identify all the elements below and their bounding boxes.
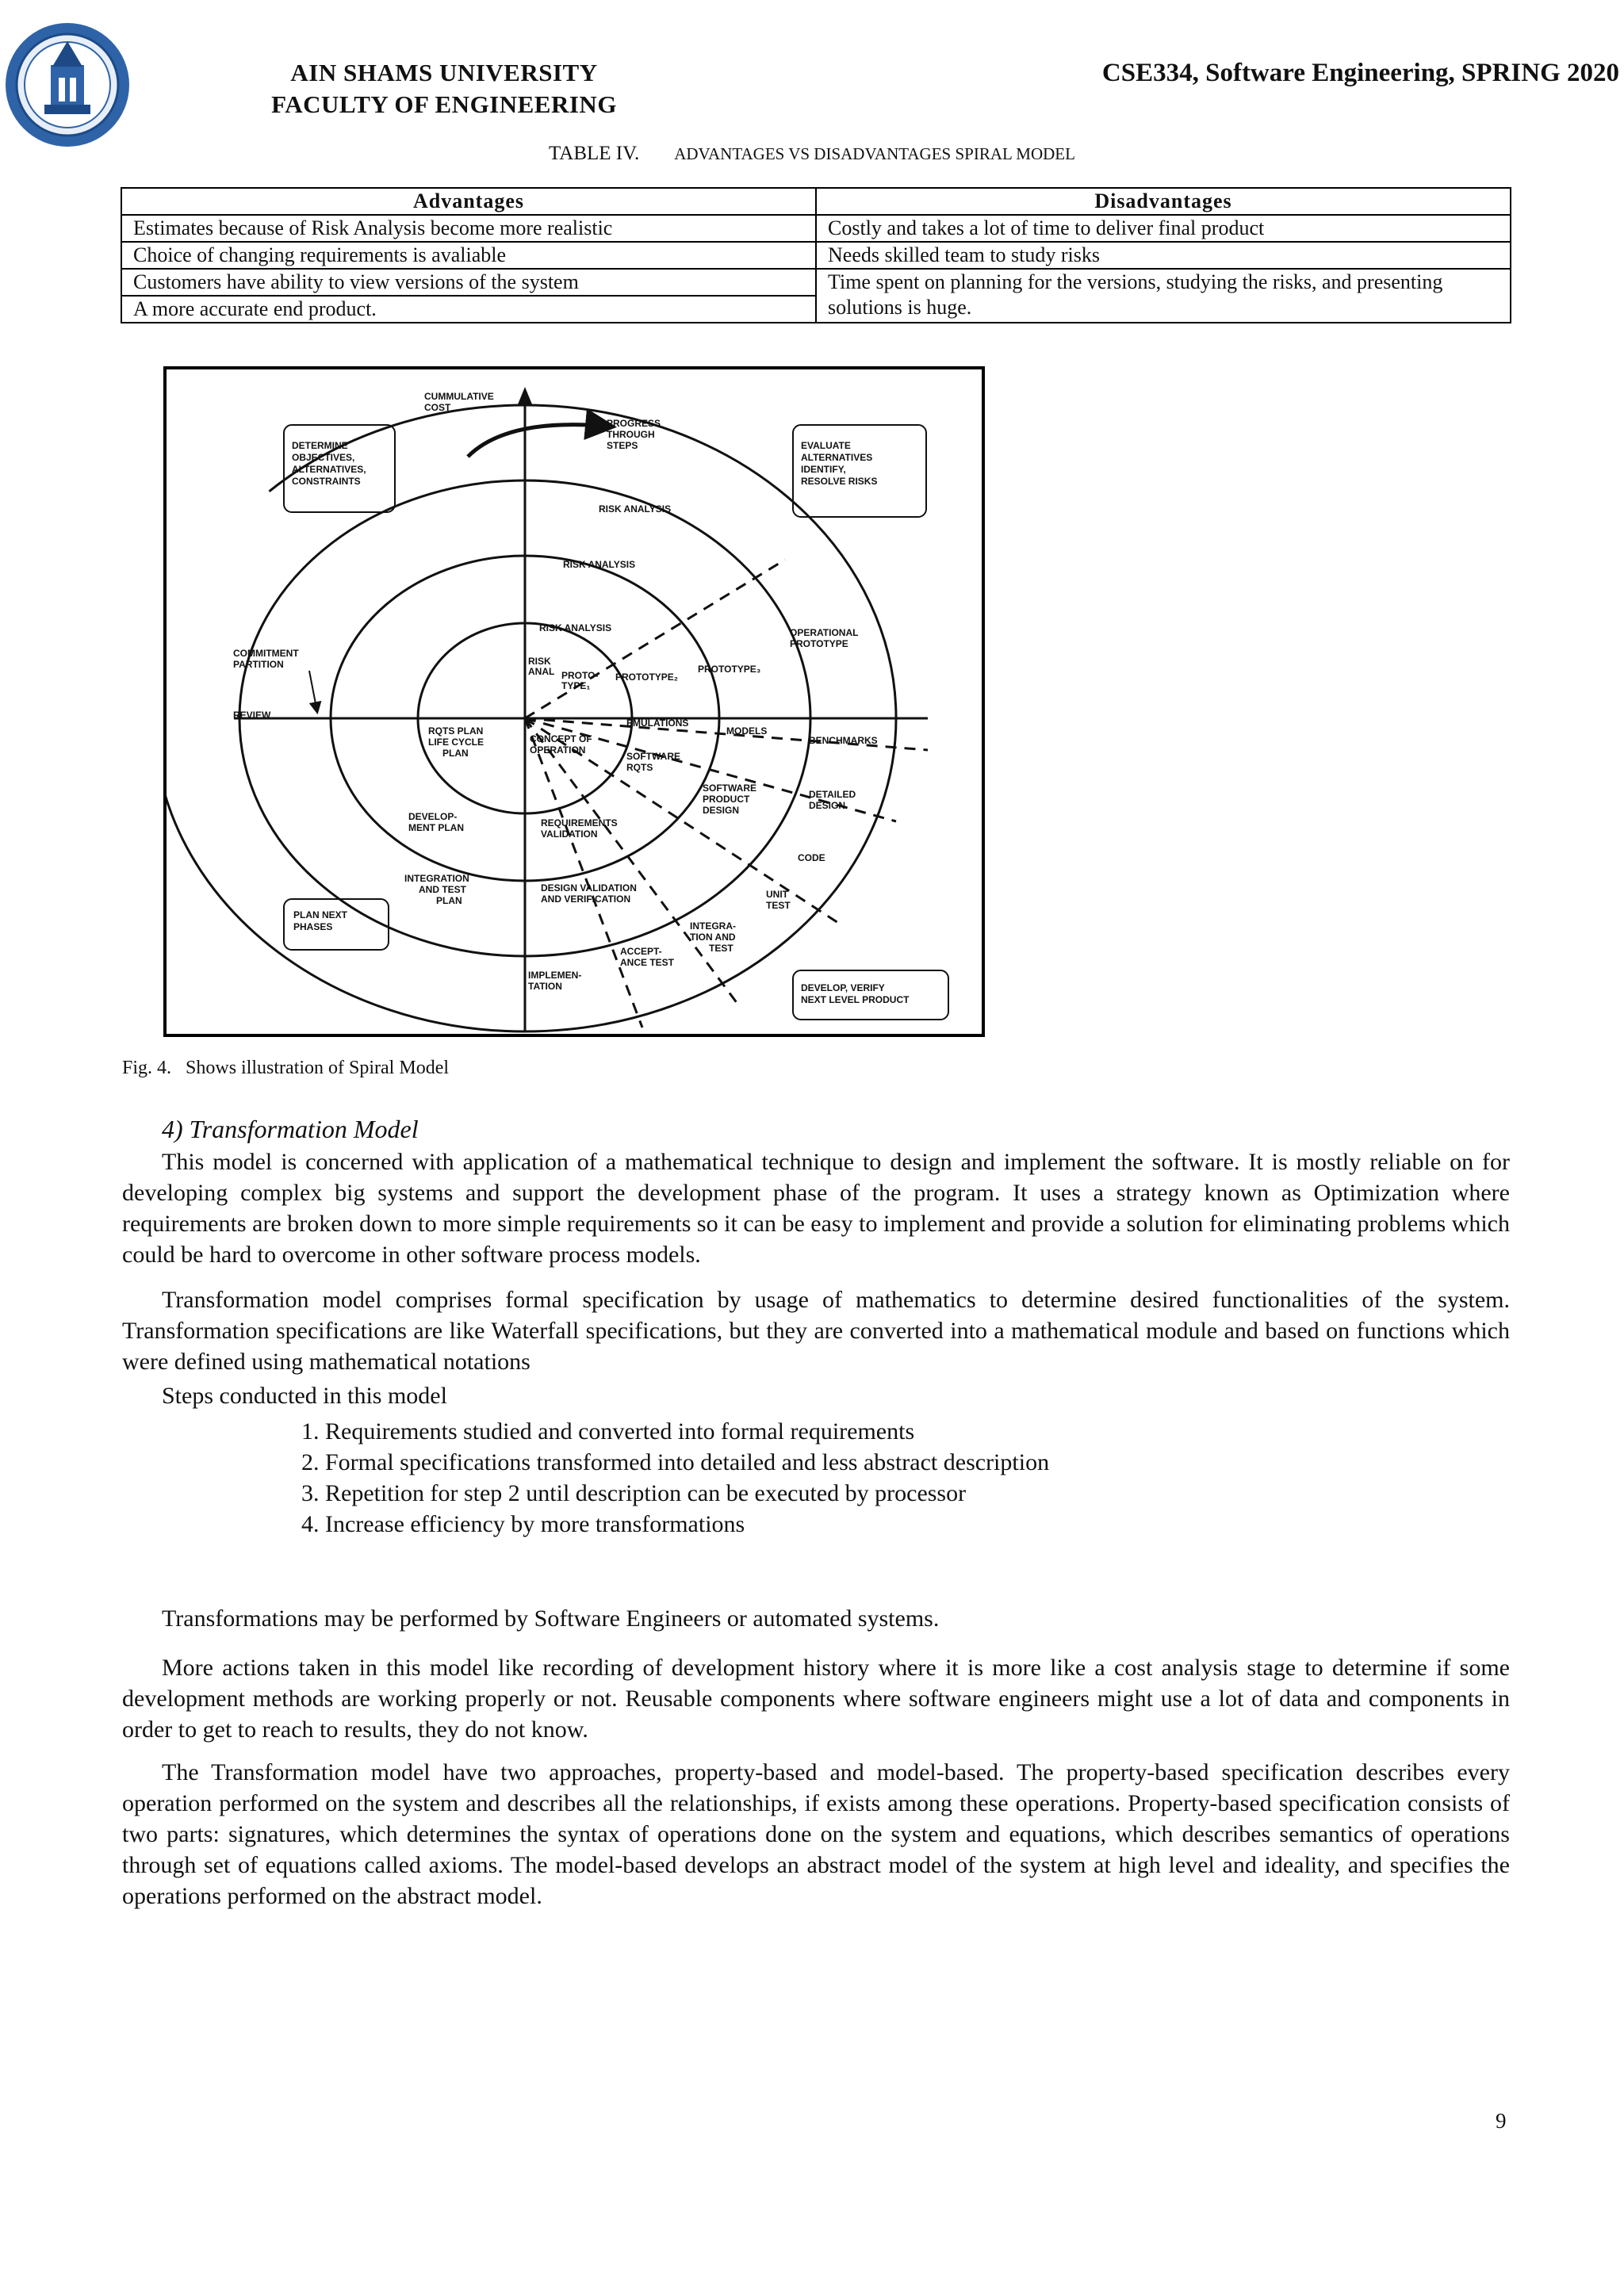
- benchmarks-label: BENCHMARKS: [809, 735, 878, 746]
- progress-label: PROGRESS THROUGH STEPS: [607, 418, 661, 451]
- disadvantages-header: Disadvantages: [816, 188, 1511, 215]
- rqts-plan-label: RQTS PLAN LIFE CYCLE PLAN: [428, 725, 485, 759]
- software-product-design-label: SOFTWARE PRODUCT DESIGN: [703, 783, 756, 816]
- implementation-label: IMPLEMEN-TATION: [528, 970, 582, 992]
- table-header-row: [121, 188, 1511, 215]
- figure-number: Fig. 4.: [122, 1058, 172, 1078]
- table-number: TABLE IV.: [549, 143, 640, 164]
- integration-and-test-label: INTEGRA-TION AND TEST: [690, 920, 736, 954]
- concept-of-operation-label: CONCEPT OF OPERATION: [530, 733, 592, 756]
- list-item: 1. Requirements studied and converted into formal requirements: [325, 1416, 1049, 1447]
- university-seal-icon: [3, 17, 132, 152]
- paragraph-text: More actions taken in this model like recording of development history where it is more like a cost analysis stage to determine if some development methods are working properly or not. Reusable components where software engineers might use a lot of data and components in order to get to reach to results, they do not know.: [122, 1655, 1510, 1743]
- steps-title: Steps conducted in this model: [162, 1383, 447, 1409]
- models-label: MODELS: [726, 725, 768, 737]
- cumulative-cost-label: CUMMULATIVE COST: [424, 391, 494, 413]
- disadvantage-cell: Needs skilled team to study risks: [816, 242, 1511, 269]
- page-number: 9: [1496, 2109, 1507, 2133]
- operational-prototype-label: OPERATIONAL PROTOTYPE: [790, 627, 859, 649]
- figure-caption-text: Shows illustration of Spiral Model: [186, 1058, 450, 1078]
- advantage-cell: A more accurate end product.: [121, 296, 816, 323]
- evaluate-label: EVALUATE ALTERNATIVES IDENTIFY, RESOLVE RISKS: [801, 440, 878, 487]
- commitment-partition-label: COMMITMENT PARTITION: [233, 648, 299, 670]
- paragraph-text: Transformations may be performed by Software Engineers or automated systems.: [162, 1605, 940, 1632]
- list-item: 2. Formal specifications transformed into detailed and less abstract description: [325, 1447, 1049, 1478]
- table-row: [121, 242, 1511, 269]
- development-plan-label: DEVELOP-MENT PLAN: [408, 811, 464, 833]
- risk-anal-label: RISK ANAL: [528, 656, 555, 677]
- paragraph: [122, 1652, 1510, 1745]
- university-name: AIN SHAMS UNIVERSITY: [290, 59, 598, 86]
- paragraph: [122, 1146, 1510, 1270]
- spiral-diagram: [167, 369, 982, 1034]
- acceptance-test-label: ACCEPT-ANCE TEST: [620, 946, 675, 968]
- university-header: [238, 57, 650, 121]
- table-row: [121, 269, 1511, 296]
- spiral-model-figure: [163, 366, 985, 1037]
- advantages-header: Advantages: [121, 188, 816, 215]
- faculty-name: FACULTY OF ENGINEERING: [271, 90, 617, 118]
- prototype1-label: PROTO-TYPE₁: [561, 670, 599, 691]
- paragraph: [122, 1757, 1510, 1911]
- disadvantage-cell: Time spent on planning for the versions, studying the risks, and presenting solutions is huge.: [816, 269, 1511, 323]
- progress-arrow-icon: [468, 425, 611, 457]
- section-heading: 4) Transformation Model: [162, 1115, 419, 1143]
- integration-test-plan-label: INTEGRATION AND TEST PLAN: [404, 873, 469, 906]
- detailed-design-label: DETAILED DESIGN: [809, 789, 856, 811]
- emulations-label: EMULATIONS: [626, 718, 689, 729]
- disadvantage-cell: Costly and takes a lot of time to deliver final product: [816, 215, 1511, 242]
- review-label: REVIEW: [233, 710, 271, 721]
- list-item: 4. Increase efficiency by more transformations: [325, 1509, 1049, 1540]
- software-rqts-label: SOFTWARE RQTS: [626, 751, 680, 773]
- paragraph-text: This model is concerned with application of a mathematical technique to design and implement the software. It is mostly reliable on for developing complex big systems and support the development phase of the program. It uses a strategy known as Optimization where requirements are broken down to more simple requirements so it can be easy to implement and provide a solution for eliminating problems which could be hard to overcome in other software process models.: [122, 1149, 1510, 1268]
- advantage-cell: Customers have ability to view versions of the system: [121, 269, 816, 296]
- paragraph: [122, 1603, 1510, 1634]
- risk-analysis-label: RISK ANALYSIS: [539, 622, 612, 633]
- table-title: ADVANTAGES VS DISADVANTAGES SPIRAL MODEL: [674, 144, 1075, 163]
- risk-analysis-label: RISK ANALYSIS: [563, 559, 636, 570]
- develop-verify-label: DEVELOP, VERIFY NEXT LEVEL PRODUCT: [801, 982, 910, 1005]
- course-title: CSE334, Software Engineering, SPRING 2020: [1101, 59, 1619, 87]
- figure-caption: [122, 1058, 449, 1079]
- table-caption: [0, 143, 1624, 165]
- requirements-validation-label: REQUIREMENTS VALIDATION: [541, 817, 618, 840]
- advantage-cell: Estimates because of Risk Analysis become more realistic: [121, 215, 816, 242]
- paragraph: [122, 1284, 1510, 1377]
- prototype2-label: PROTOTYPE₂: [615, 672, 679, 683]
- advantage-cell: Choice of changing requirements is avaliable: [121, 242, 816, 269]
- code-label: CODE: [798, 852, 825, 863]
- steps-list: [265, 1416, 1049, 1540]
- paragraph-text: Transformation model comprises formal specification by usage of mathematics to determine desired functionalities of the system. Transformation specifications are like Waterfall specifications, but they are converted into a mathematical module and based on functions which were defined using mathematical notations: [122, 1287, 1510, 1375]
- risk-analysis-label: RISK ANALYSIS: [599, 503, 672, 515]
- prototype3-label: PROTOTYPE₃: [698, 664, 761, 675]
- axis-arrow-icon: [518, 387, 532, 404]
- table-row: [121, 215, 1511, 242]
- plan-next-phases-label: PLAN NEXT PHASES: [293, 909, 348, 932]
- unit-test-label: UNIT TEST: [766, 889, 791, 911]
- advantages-table: [121, 187, 1511, 323]
- paragraph-text: The Transformation model have two approaches, property-based and model-based. The property-based specification describes every operation performed on the system and describes all the relationships, if exists among these operations. Property-based specification consists of two parts: signatures, which determines the syntax of operations done on the system and equations, which describes semantics of operations through set of equations called axioms. The model-based develops an abstract model of the system at high level and ideality, and specifies the operations performed on the abstract model.: [122, 1759, 1510, 1909]
- design-validation-label: DESIGN VALIDATION AND VERIFICATION: [541, 882, 637, 905]
- determine-label: DETERMINE OBJECTIVES, ALTERNATIVES, CONSTRAINTS: [292, 440, 366, 487]
- list-item: 3. Repetition for step 2 until description can be executed by processor: [325, 1478, 1049, 1509]
